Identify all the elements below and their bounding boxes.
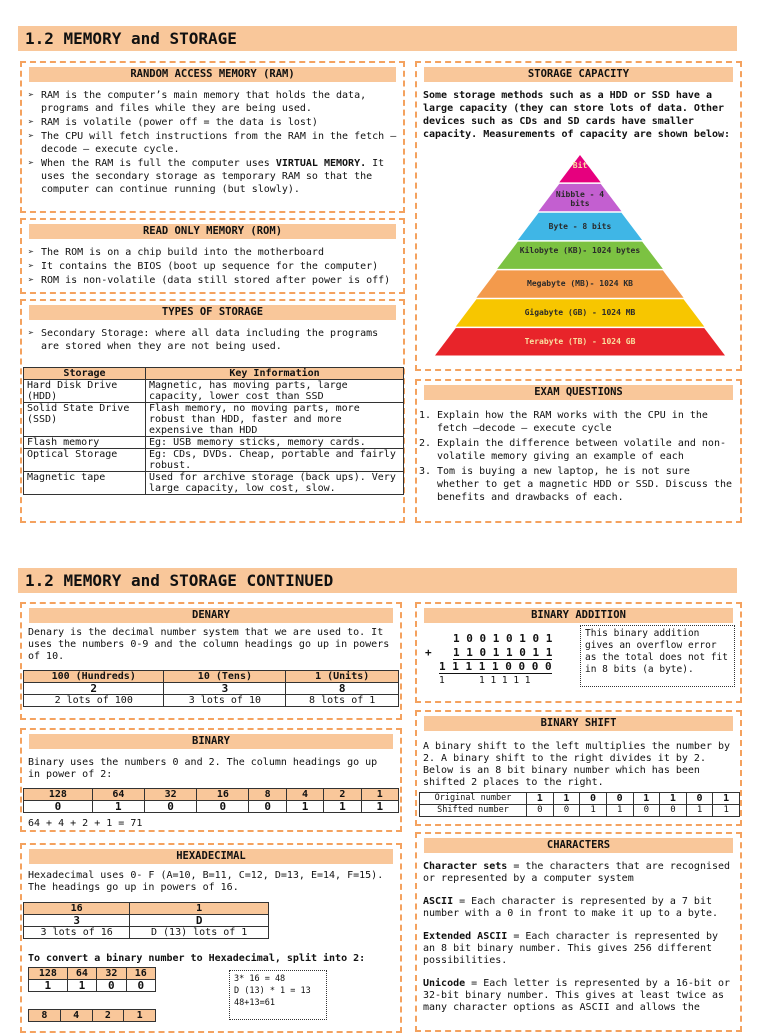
pyramid-level-label: Gigabyte (GB) - 1024 MB — [524, 308, 636, 318]
hex-table: 16 1 3 D 3 lots of 16 D (13) lots of 1 — [23, 902, 269, 939]
pyramid-level-label: Bit — [572, 161, 588, 170]
exam-panel — [415, 379, 742, 523]
pyramid-level-label: Nibble - 4 bits — [555, 189, 605, 208]
table-row: Flash memory Eg: USB memory sticks, memory cards. — [24, 437, 404, 449]
arrow-bullet-icon: ➢ — [28, 328, 35, 339]
list-item: ➢ Secondary Storage: where all data including the programs are stored when they are not being used. — [28, 328, 379, 352]
types-panel — [20, 299, 405, 523]
hex-calc-note: 3* 16 = 48 D (13) * 1 = 13 48+13=61 — [229, 970, 327, 1020]
characters-heading: CHARACTERS — [424, 838, 733, 853]
denary-table: 100 (Hundreds) 10 (Tens) 1 (Units) 2 3 8 2 lots of 100 3 lots of 10 8 lots of 1 — [23, 670, 399, 707]
arrow-bullet-icon: ➢ — [28, 90, 35, 101]
table-row: Solid State Drive (SSD) Flash memory, no moving parts, more robust than HDD, faster and more expensive than HDD — [24, 403, 404, 437]
arrow-bullet-icon: ➢ — [28, 158, 35, 169]
binary-sum: 64 + 4 + 2 + 1 = 71 — [28, 818, 143, 829]
characters-text: Character sets = the characters that are recognised or represented by a computer system ASCII = Each character is represented by a 7 bit number with a 0 in front to make it up to a byte. Extended ASCII = Each character is represented by an 8 bit binary number. This gives 256 different possibilities. Unicode = Each letter is represented by a 16-bit or 32-bit binary number. This gives at least twice as many character options as ASCII and allows the — [423, 861, 731, 1013]
arrow-bullet-icon: ➢ — [28, 247, 35, 258]
shift-table: Original number 1 1 0 0 1 1 0 1 Shifted number 0 0 1 1 0 0 1 1 — [419, 792, 740, 817]
binary-panel — [20, 728, 402, 832]
arrow-bullet-icon: ➢ — [28, 117, 35, 128]
shift-heading: BINARY SHIFT — [424, 716, 733, 731]
hex-convert-text: To convert a binary number to Hexadecimal, split into 2: — [28, 953, 366, 964]
rom-panel — [20, 218, 405, 294]
pyramid-level-label: Megabyte (MB)- 1024 KB — [527, 279, 633, 289]
list-item: 1. Explain how the RAM works with the CPU in the fetch –decode – execute cycle — [437, 409, 734, 435]
list-item: ➢ RAM is volatile (power off = the data is lost) — [28, 117, 318, 128]
table-row: Optical Storage Eg: CDs, DVDs. Cheap, portable and fairly robust. — [24, 449, 404, 472]
storage-table: Storage Key Information Hard Disk Drive (HDD) Magnetic, has moving parts, large capacity, lower cost than SSD Solid State Drive (SSD) Flash memory, no moving parts, more robust than HDD, faster and more expensive than HDD Flash memory Eg: USB memory sticks, memory cards. Optical Storage Eg: CDs, DVDs. Cheap, portable and fairly robust. Magnetic tape Used for archive storage (back ups). Very large capacity, low cost, slow. — [23, 367, 404, 495]
ram-panel — [20, 61, 405, 213]
rom-heading: READ ONLY MEMORY (ROM) — [29, 224, 396, 239]
denary-heading: DENARY — [29, 608, 393, 623]
capacity-pyramid — [435, 155, 725, 357]
list-item: ➢ ROM is non-volatile (data still stored after power is off) — [28, 275, 391, 286]
page-title: 1.2 MEMORY and STORAGE — [18, 26, 737, 51]
pyramid-level-label: Kilobyte (KB)- 1024 bytes — [519, 245, 641, 255]
arrow-bullet-icon: ➢ — [28, 131, 35, 142]
hex-heading: HEXADECIMAL — [29, 849, 393, 864]
table-row: Hard Disk Drive (HDD) Magnetic, has moving parts, large capacity, lower cost than SSD — [24, 380, 404, 403]
capacity-heading: STORAGE CAPACITY — [424, 67, 733, 82]
hex-text: Hexadecimal uses 0- F (A=10, B=11, C=12, D=13, E=14, F=15). The headings go up in powers of 16. — [28, 870, 384, 893]
denary-panel — [20, 602, 402, 720]
capacity-text: Some storage methods such as a HDD or SSD have a large capacity (they can store lots of data. Other devices such as CDs and SD cards have smaller capacity. Measurements of capacity are shown below: — [423, 90, 731, 140]
list-item: 3. Tom is buying a new laptop, he is not sure whether to get a magnetic HDD or SSD. Discuss the benefits and drawbacks of each. — [437, 465, 734, 504]
list-item: ➢ When the RAM is full the computer uses VIRTUAL MEMORY. It uses the secondary storage as temporary RAM so that the computer can continue running (but slowly). — [28, 158, 385, 195]
table-row: Magnetic tape Used for archive storage (back ups). Very large capacity, low cost, slow. — [24, 472, 404, 495]
pyramid-level-label: Terabyte (TB) - 1024 GB — [524, 337, 636, 347]
capacity-panel — [415, 61, 742, 371]
binary-heading: BINARY — [29, 734, 393, 749]
list-item: ➢ RAM is the computer’s main memory that holds the data, programs and files while they are being used. — [28, 90, 367, 114]
exam-heading: EXAM QUESTIONS — [424, 385, 733, 400]
addition-sum: 1 0 0 1 0 1 0 1 + 1 1 0 1 1 0 1 1 1 1 1 1 1 0 0 0 0 1 1 1 1 1 1 — [425, 632, 553, 686]
addition-panel — [415, 602, 742, 703]
list-item: ➢ It contains the BIOS (boot up sequence for the computer) — [28, 261, 379, 272]
binary-text: Binary uses the numbers 0 and 2. The column headings go up in power of 2: — [28, 757, 378, 780]
denary-text: Denary is the decimal number system that we are used to. It uses the numbers 0-9 and the column headings go up in powers of 10. — [28, 627, 390, 662]
nibble-table-low: 8 4 2 1 — [28, 1009, 156, 1022]
list-item: ➢ The ROM is on a chip build into the motherboard — [28, 247, 324, 258]
nibble-table-high: 128 64 32 16 1 1 0 0 — [28, 967, 156, 992]
characters-panel — [415, 832, 742, 1032]
shift-panel — [415, 710, 742, 826]
list-item: ➢ The CPU will fetch instructions from the RAM in the fetch – decode – execute cycle. — [28, 131, 397, 155]
page-title-continued: 1.2 MEMORY and STORAGE CONTINUED — [18, 568, 737, 593]
list-item: 2. Explain the difference between volatile and non-volatile memory giving an example of each — [437, 437, 734, 463]
types-heading: TYPES OF STORAGE — [29, 305, 396, 320]
ram-heading: RANDOM ACCESS MEMORY (RAM) — [29, 67, 396, 82]
arrow-bullet-icon: ➢ — [28, 261, 35, 272]
arrow-bullet-icon: ➢ — [28, 275, 35, 286]
overflow-note: This binary addition gives an overflow error as the total does not fit in 8 bits (a byte). — [580, 625, 735, 687]
pyramid-level-label: Byte - 8 bits — [548, 221, 612, 231]
hex-panel — [20, 843, 402, 1033]
addition-heading: BINARY ADDITION — [424, 608, 733, 623]
binary-table: 128 64 32 16 8 4 2 1 0 1 0 0 0 1 1 1 — [23, 788, 399, 813]
shift-text: A binary shift to the left multiplies the number by 2. A binary shift to the right divides it by 2. Below is an 8 bit binary number which has been shifted 2 places to the right. — [423, 741, 731, 788]
